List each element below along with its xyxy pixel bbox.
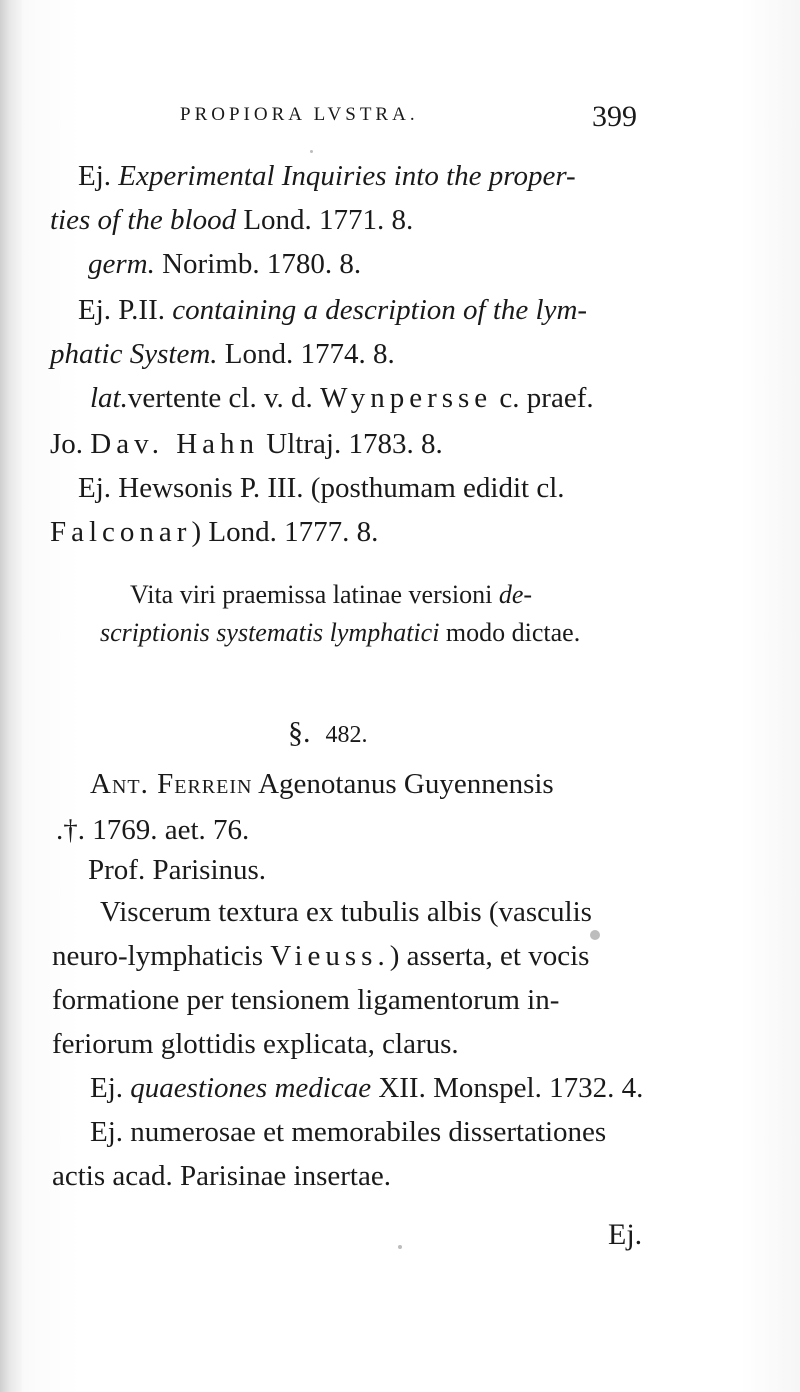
- paper-speck: [310, 150, 313, 153]
- paper-speck: [398, 1245, 402, 1249]
- bib-line-5: phatic System. Lond. 1774. 8.: [50, 338, 395, 370]
- bib-line-4: Ej. P.II. containing a description of the lym-: [78, 294, 588, 326]
- page-header: [0, 100, 800, 140]
- section-heading: §. 482.: [288, 716, 368, 749]
- paper-speck: [590, 930, 600, 940]
- page-number: 399: [592, 100, 637, 133]
- ferrein-para-line-3: formatione per tensionem ligamentorum in-: [52, 984, 560, 1016]
- page-gutter: [0, 0, 22, 1392]
- ferrein-para-line-1: Viscerum textura ex tubulis albis (vasculis: [100, 896, 592, 928]
- ferrein-line-2: .†. 1769. aet. 76.: [56, 814, 250, 846]
- bib-line-3: germ. Norimb. 1780. 8.: [88, 248, 362, 280]
- bib-line-1: Ej. Experimental Inquiries into the proper-: [78, 160, 576, 192]
- bib-line-2: ties of the blood Lond. 1771. 8.: [50, 204, 414, 236]
- bib-line-7: Jo. Dav. Hahn Ultraj. 1783. 8.: [50, 428, 443, 460]
- ferrein-line-3: Prof. Parisinus.: [88, 854, 267, 886]
- ferrein-ej-line-2: Ej. numerosae et memorabiles dissertationes: [90, 1116, 607, 1148]
- catchword: Ej.: [608, 1218, 643, 1251]
- ferrein-ej-line-1: Ej. quaestiones medicae XII. Monspel. 1732. 4.: [90, 1072, 644, 1104]
- ferrein-para-line-4: feriorum glottidis explicata, clarus.: [52, 1028, 459, 1060]
- ferrein-para-line-2: neuro-lymphaticis Vieuss.) asserta, et vocis: [52, 940, 590, 972]
- bib-line-8: Ej. Hewsonis P. III. (posthumam edidit cl.: [78, 472, 565, 504]
- vita-line-1: Vita viri praemissa latinae versioni de-: [130, 580, 533, 609]
- ferrein-ej-line-3: actis acad. Parisinae insertae.: [52, 1160, 391, 1192]
- bib-line-9: Falconar) Lond. 1777. 8.: [50, 516, 379, 548]
- ferrein-line-1: Ant. Ferrein Agenotanus Guyennensis: [90, 768, 554, 800]
- vita-line-2: scriptionis systematis lymphatici modo dictae.: [100, 618, 581, 647]
- bib-line-6: lat.vertente cl. v. d. Wynpersse c. praef.: [90, 382, 594, 414]
- running-title: PROPIORA LVSTRA.: [180, 104, 419, 125]
